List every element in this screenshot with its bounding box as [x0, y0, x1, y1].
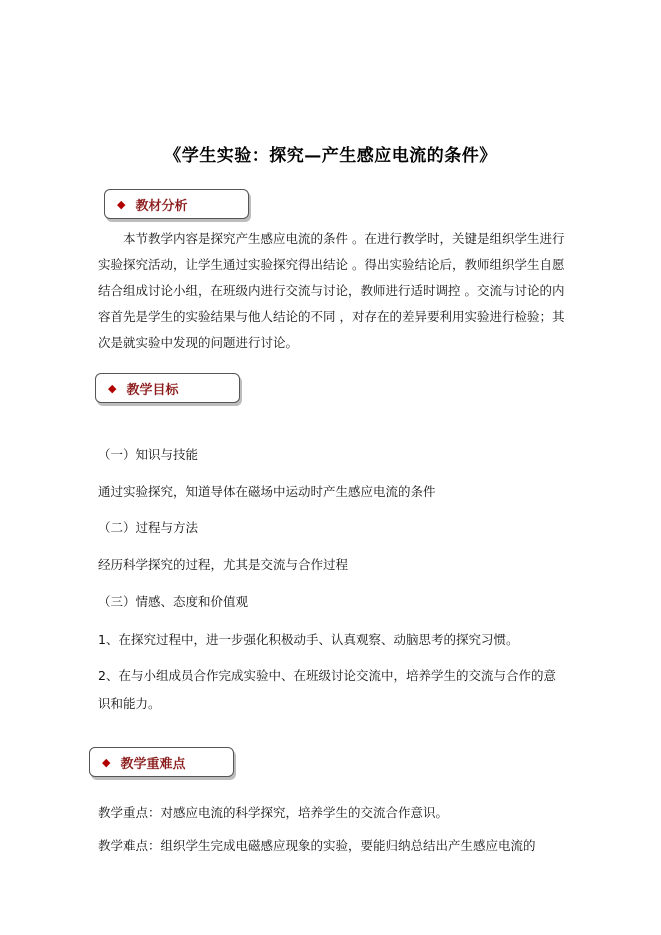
goal-text-1: 通过实验探究，知道导体在磁场中运动时产生感应电流的条件	[98, 484, 436, 499]
goal-text-4: 2、在与小组成员合作完成实验中、在班级讨论交流中，培养学生的交流与合作的意识和能力。	[98, 668, 556, 711]
section-header-goals	[95, 373, 240, 403]
diamond-bullet-icon: ◆	[108, 381, 117, 395]
key-point-focus: 教学重点：对感应电流的科学探究，培养学生的交流合作意识。	[98, 805, 449, 820]
analysis-paragraph: 本节教学内容是探究产生感应电流的条件 。在进行教学时，关键是组织学生进行实验探究活动，让学生通过实验探究得出结论 。得出实验结论后，教师组织学生自愿结合组成讨论小组，在班级内进行交流与讨论，教师进行适时调控 。交流与讨论的内容首先是学生的实验结果与他人结论的不同 ，对存在的差异要利用实验进行检验；其次是就实验中发现的问题进行讨论。	[98, 231, 565, 350]
section-header-analysis	[104, 189, 249, 219]
section-title: 教材分析	[135, 198, 188, 214]
goal-heading-1: （一）知识与技能	[98, 447, 199, 462]
diamond-bullet-icon: ◆	[117, 197, 126, 211]
goal-text-3: 1、在探究过程中，进一步强化积极动手、认真观察、动脑思考的探究习惯。	[98, 632, 519, 647]
section-title: 教学重难点	[120, 756, 186, 772]
goal-heading-2: （二）过程与方法	[98, 520, 199, 535]
section-title: 教学目标	[126, 382, 179, 398]
document-title: 《学生实验：探究—产生感应电流的条件》	[164, 146, 497, 166]
goal-heading-3: （三）情感、态度和价值观	[98, 594, 249, 609]
goal-text-2: 经历科学探究的过程，尤其是交流与合作过程	[98, 557, 349, 572]
key-point-difficulty: 教学难点：组织学生完成电磁感应现象的实验，要能归纳总结出产生感应电流的	[98, 838, 536, 853]
diamond-bullet-icon: ◆	[102, 755, 111, 769]
section-header-key-points	[89, 747, 234, 777]
